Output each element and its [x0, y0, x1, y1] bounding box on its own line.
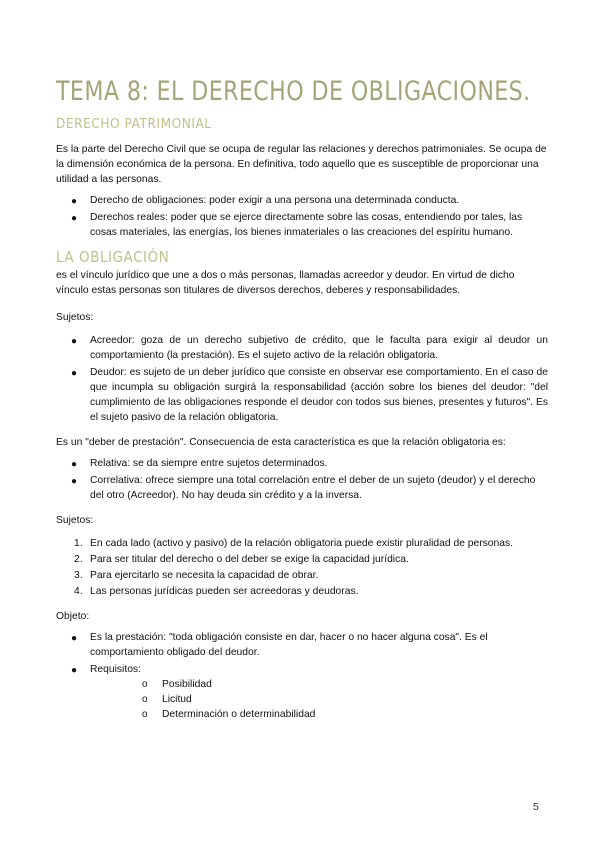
bullet-icon: ●: [71, 196, 78, 207]
list-item: o Determinación o determinabilidad: [142, 709, 316, 720]
circle-bullet-icon: o: [142, 679, 148, 690]
list-patrimonial: [56, 193, 548, 240]
paragraph-derecho-patrimonial: Es la parte del Derecho Civil que se ocupa de regular las relaciones y derechos patrimoniales. Se ocupa de la dimensión económica de la persona. En definitiva, todo aquello que es susceptible de proporcionar una utilidad a las personas.: [56, 144, 547, 185]
list-item: 2. Para ser titular del derecho o del deber se exige la capacidad jurídica.: [74, 554, 409, 565]
label-objeto: Objeto:: [56, 611, 90, 622]
list-item: ● Deudor: es sujeto de un deber jurídico que consiste en observar ese comportamiento. En el caso de que incumpla su obligación surgirá la responsabilidad (acción sobre los bienes del deudor: "del cumplimiento de las obligaciones responde el deudor con todos sus bienes, presentes y futuros". Es el sujeto pasivo de la relación obligatoria.: [71, 367, 548, 423]
list-item: 1. En cada lado (activo y pasivo) de la relación obligatoria puede existir pluralidad de personas.: [74, 538, 513, 549]
content: [56, 116, 548, 724]
list-item: ● Derechos reales: poder que se ejerce directamente sobre las cosas, entendiendo por tales, las cosas materiales, las energías, los bienes inmateriales o las creaciones del espíritu humano.: [71, 212, 523, 238]
circle-bullet-icon: o: [142, 694, 148, 705]
label-sujetos: Sujetos:: [56, 312, 94, 323]
bullet-icon: ●: [71, 336, 78, 347]
bullet-icon: ●: [71, 368, 78, 379]
bullet-icon: ●: [71, 633, 78, 644]
page-number: 5: [533, 801, 539, 813]
bullet-icon: ●: [71, 459, 78, 470]
list-item: 4. Las personas jurídicas pueden ser acreedoras y deudoras.: [74, 586, 359, 597]
bullet-icon: ●: [71, 665, 78, 676]
list-item: 3. Para ejercitarlo se necesita la capacidad de obrar.: [74, 570, 319, 581]
list-item: ● Acreedor: goza de un derecho subjetivo de crédito, que le faculta para exigir al deudor un comportamiento (la prestación). Es el sujeto activo de la relación obligatoria.: [71, 335, 548, 361]
page-title: TEMA 8: EL DERECHO DE OBLIGACIONES.: [56, 76, 531, 107]
heading-la-obligacion: LA OBLIGACIÓN: [56, 248, 170, 266]
list-objeto: [56, 630, 548, 722]
bullet-icon: ●: [71, 213, 78, 224]
list-item: o Licitud: [142, 694, 192, 705]
list-sujetos: [56, 333, 548, 425]
list-item: o Posibilidad: [142, 679, 212, 690]
list-item: ● Requisitos: o Posibilidad o Licitud o Determinación o determinabilidad: [56, 662, 548, 722]
list-item: ● Derecho de obligaciones: poder exigir a una persona una determinada conducta.: [71, 195, 460, 207]
heading-derecho-patrimonial: DERECHO PATRIMONIAL: [56, 116, 212, 132]
list-caracteristicas: [56, 456, 548, 503]
list-item: ● Relativa: se da siempre entre sujetos determinados.: [71, 458, 328, 470]
paragraph-deber-prestacion: Es un "deber de prestación". Consecuencia de esta característica es que la relación obligatoria es:: [56, 437, 506, 448]
list-item: ● Es la prestación: "toda obligación consiste en dar, hacer o no hacer alguna cosa". Es el comportamiento obligado del deudor.: [71, 632, 488, 658]
numbered-list-sujetos: [56, 536, 548, 599]
circle-bullet-icon: o: [142, 709, 148, 720]
label-sujetos-2: Sujetos:: [56, 515, 94, 526]
paragraph-la-obligacion: es el vínculo jurídico que une a dos o más personas, llamadas acreedor y deudor. En virtud de dicho vínculo estas personas son titulares de diversos derechos, deberes y responsabilidades.: [56, 270, 515, 296]
list-requisitos: [90, 677, 548, 722]
list-item: ● Correlativa: ofrece siempre una total correlación entre el deber de un sujeto (deudor) y el derecho del otro (Acreedor). No hay deuda sin crédito y a la inversa.: [71, 475, 536, 501]
bullet-icon: ●: [71, 476, 78, 487]
